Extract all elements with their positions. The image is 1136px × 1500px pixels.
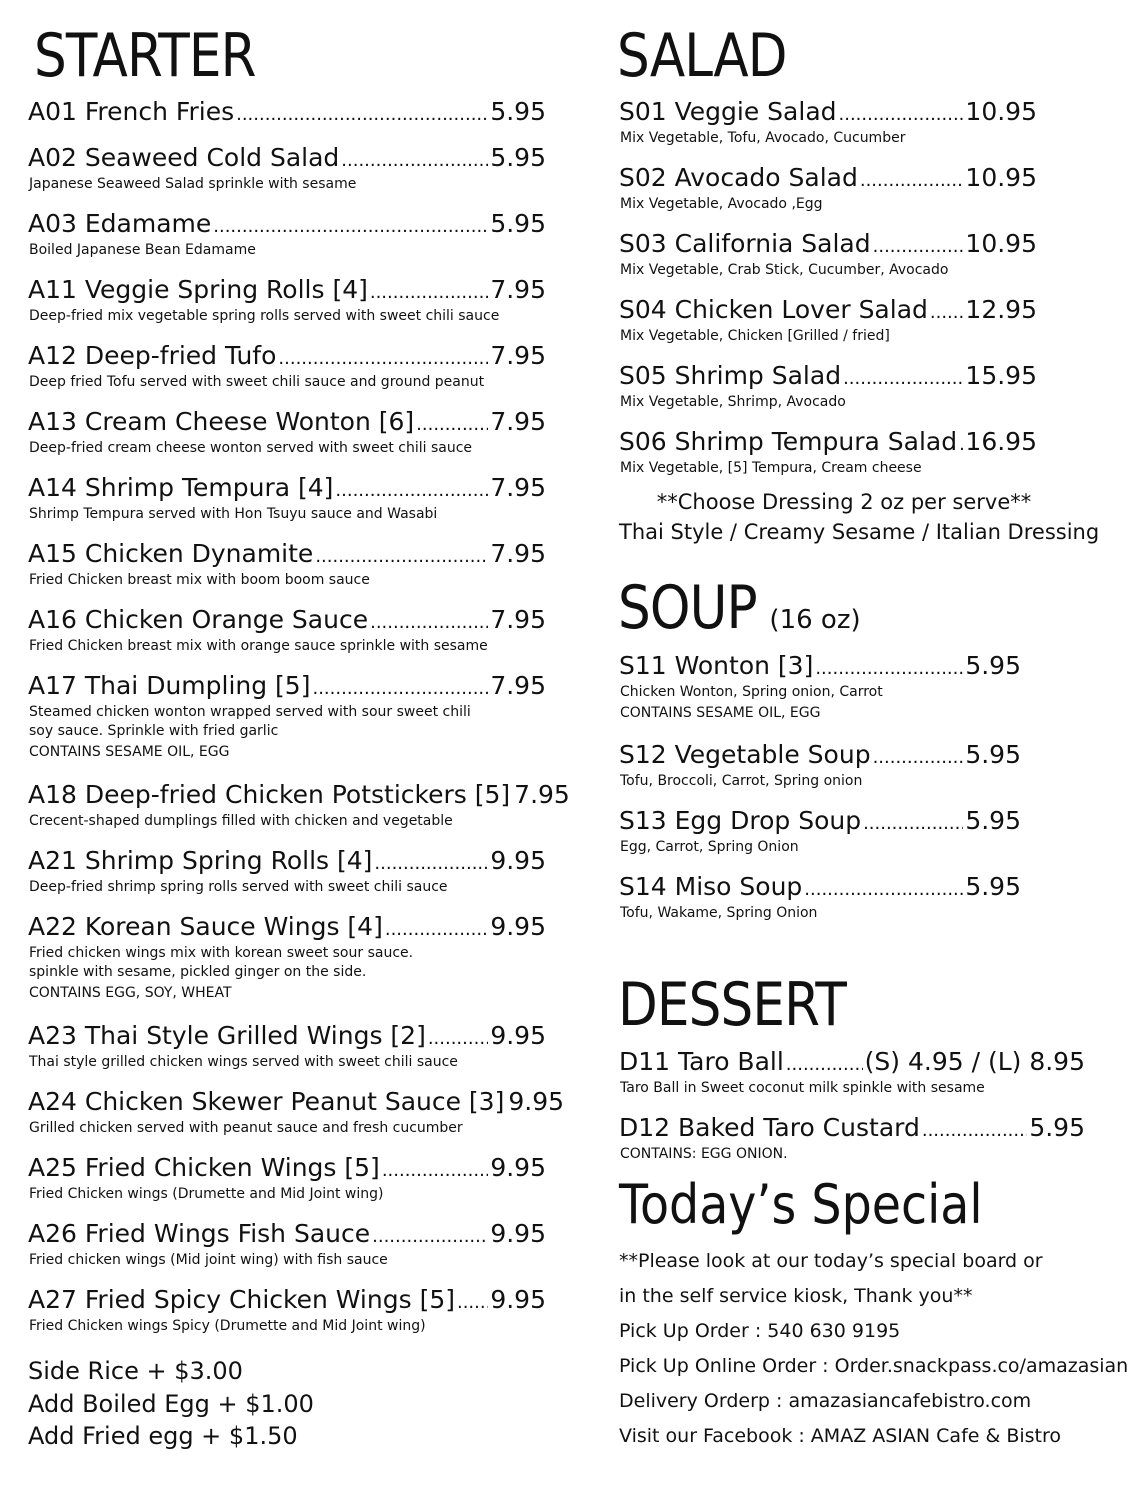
menu-item-description: Mix Vegetable, Shrimp, Avocado [620,394,846,410]
menu-item-line [28,606,546,637]
menu-item-name: D11 Taro Ball [619,1047,784,1076]
delivery-order: Delivery Orderp : amazasiancafebistro.com [619,1390,1032,1412]
menu-item-line [28,913,546,944]
menu-item-name: S04 Chicken Lover Salad [619,295,928,324]
menu-item [28,144,546,194]
soup-header [618,573,861,643]
menu-item-description: Fried Chicken wings (Drumette and Mid Joint wing) [29,1186,384,1202]
menu-item-line [28,672,546,703]
menu-item-line [619,873,1021,904]
menu-item-name: S05 Shrimp Salad [619,361,842,390]
dessert-title: DESSERT [618,970,847,1040]
menu-item-description: Chicken Wonton, Spring onion, Carrot [620,684,883,700]
dot-leader [457,1289,488,1317]
menu-item-price: 7.95 [490,539,546,568]
menu-item-description: Mix Vegetable, Tofu, Avocado, Cucumber [620,130,906,146]
menu-item [28,1022,546,1072]
menu-item-name: S02 Avocado Salad [619,163,858,192]
dot-leader [370,609,488,637]
online-order: Pick Up Online Order : Order.snackpass.co/amazasian [619,1355,1129,1377]
menu-item-price: 16.95 [965,427,1037,456]
menu-item-name: S14 Miso Soup [619,872,803,901]
menu-item [28,1220,546,1270]
menu-item-description: Fried Chicken wings Spicy (Drumette and Mid Joint wing) [29,1318,426,1334]
dot-leader [815,655,963,683]
menu-item-description: Thai style grilled chicken wings served with sweet chili sauce [29,1054,458,1070]
menu-item-description: Mix Vegetable, Chicken [Grilled / fried] [620,328,890,344]
menu-item-name: S01 Veggie Salad [619,97,837,126]
menu-item [28,474,546,524]
dot-leader [786,1051,863,1079]
menu-item [28,210,546,260]
dot-leader [860,167,964,195]
dot-leader [213,213,488,241]
menu-item [619,741,1021,791]
menu-item-name: A25 Fried Chicken Wings [5] [28,1153,380,1182]
menu-item-price: 5.95 [490,143,546,172]
dot-leader [312,675,488,703]
dot-leader [278,345,488,373]
special-line-2: in the self service kiosk, Thank you** [619,1285,973,1307]
menu-item-line [619,428,1037,459]
menu-item-line [28,1022,546,1053]
menu-item-line [619,1114,1085,1145]
salad-title: SALAD [617,21,787,91]
menu-item-name: A03 Edamame [28,209,212,238]
menu-item-description: Crecent-shaped dumplings filled with chicken and vegetable [29,813,453,829]
menu-item-name: D12 Baked Taro Custard [619,1113,920,1142]
menu-item [28,847,546,897]
menu-item-price: 7.95 [490,275,546,304]
menu-item [619,296,1037,346]
menu-item-name: S06 Shrimp Tempura Salad [619,427,958,456]
menu-item-name: A22 Korean Sauce Wings [4] [28,912,383,941]
menu-item [28,540,546,590]
dot-leader [236,101,488,129]
menu-item-price: 15.95 [965,361,1037,390]
menu-item-line [28,1154,546,1185]
menu-item [619,362,1037,412]
menu-item-description: Japanese Seaweed Salad sprinkle with sesame [29,176,357,192]
menu-item-description: Fried Chicken breast mix with boom boom sauce [29,572,370,588]
menu-item-line [28,144,546,175]
menu-item-line [28,276,546,307]
dressing-options: Thai Style / Creamy Sesame / Italian Dressing [619,520,1100,544]
menu-item-line [28,1286,546,1317]
menu-item [28,342,546,392]
dot-leader [385,916,488,944]
menu-item-description-2: spinkle with sesame, pickled ginger on the side. [29,964,367,980]
menu-item-price: 9.95 [508,1087,565,1116]
menu-item-description: Boiled Japanese Bean Edamame [29,242,256,258]
menu-item-price: (S) 4.95 / (L) 8.95 [864,1047,1085,1076]
dot-leader [839,101,964,129]
menu-item-line [28,98,546,129]
menu-item-line [28,540,546,571]
menu-item-price: 9.95 [490,1219,546,1248]
special-line-1: **Please look at our today’s special board or [619,1250,1043,1272]
menu-item-price: 10.95 [965,229,1037,258]
soup-unit: (16 oz) [769,605,861,635]
dot-leader [922,1117,1027,1145]
menu-item [28,98,546,129]
menu-item-description: Shrimp Tempura served with Hon Tsuyu sauce and Wasabi [29,506,438,522]
menu-item-description: Fried chicken wings (Mid joint wing) with fish sauce [29,1252,388,1268]
menu-item [28,606,546,656]
menu-item [28,672,546,763]
menu-item-line [28,474,546,505]
menu-item-name: A27 Fried Spicy Chicken Wings [5] [28,1285,455,1314]
menu-item-price: 5.95 [965,740,1021,769]
menu-item-allergens: CONTAINS SESAME OIL, EGG [620,705,821,721]
menu-item-description: Mix Vegetable, [5] Tempura, Cream cheese [620,460,922,476]
menu-item [28,408,546,458]
dot-leader [873,233,964,261]
menu-item-line [619,362,1037,393]
menu-item [619,164,1037,214]
menu-item-price: 12.95 [965,295,1037,324]
menu-item-line [619,98,1037,129]
menu-item-name: A01 French Fries [28,97,235,126]
menu-item-line [28,408,546,439]
dressing-note: **Choose Dressing 2 oz per serve** [656,490,1032,514]
menu-item-line [619,296,1037,327]
dot-leader [804,876,963,904]
menu-item-line [619,164,1037,195]
special-info [619,1244,1128,1454]
menu-item-price: 7.95 [490,473,546,502]
menu-item-name: A13 Cream Cheese Wonton [6] [28,407,415,436]
menu-item-description: Fried Chicken breast mix with orange sauce sprinkle with sesame [29,638,488,654]
menu-item-name: A12 Deep-fried Tufo [28,341,277,370]
menu-item [28,1087,565,1138]
dot-leader [959,431,963,459]
menu-item [28,913,546,1004]
menu-item-description: Tofu, Wakame, Spring Onion [620,905,818,921]
menu-item-name: A17 Thai Dumpling [5] [28,671,311,700]
menu-item [619,873,1021,923]
special-title: Today’s Special [619,1173,983,1236]
dot-leader [315,543,488,571]
dot-leader [374,850,488,878]
menu-item-description: Steamed chicken wonton wrapped served with sour sweet chili [29,704,471,720]
menu-item [28,1154,546,1204]
menu-item-price: 9.95 [490,1285,546,1314]
addon-boiled-egg: Add Boiled Egg + $1.00 [28,1389,314,1418]
addon-side-rice: Side Rice + $3.00 [28,1357,243,1385]
menu-item-price: 5.95 [965,651,1021,680]
dot-leader [930,299,964,327]
dot-leader [843,365,963,393]
menu-item-line [28,210,546,241]
dot-leader [335,477,488,505]
dot-leader [370,279,488,307]
menu-item-description: Tofu, Broccoli, Carrot, Spring onion [620,773,863,789]
menu-item-price: 7.95 [490,605,546,634]
menu-item-name: S13 Egg Drop Soup [619,806,862,835]
menu-item-name: A21 Shrimp Spring Rolls [4] [28,846,373,875]
menu-item-price: 5.95 [490,97,546,126]
menu-item-description-2: soy sauce. Sprinkle with fried garlic [29,723,279,739]
menu-item-price: 5.95 [965,806,1021,835]
menu-item [619,652,1021,724]
menu-item [28,276,546,326]
pickup-phone: Pick Up Order : 540 630 9195 [619,1320,901,1342]
dot-leader [428,1025,489,1053]
menu-item [28,1286,546,1336]
menu-item-description: Deep-fried cream cheese wonton served with sweet chili sauce [29,440,473,456]
menu-item-price: 10.95 [965,97,1037,126]
menu-item-description: Deep-fried mix vegetable spring rolls served with sweet chili sauce [29,308,500,324]
menu-item-description: Fried chicken wings mix with korean sweet sour sauce. [29,945,414,961]
menu-item-line [28,1220,546,1251]
menu-item-price: 5.95 [965,872,1021,901]
menu-item-line [619,807,1021,838]
starter-title: STARTER [34,21,256,91]
menu-item-name: A18 Deep-fried Chicken Potstickers [5] [28,780,511,809]
menu-item-line [619,1048,1085,1079]
menu-item-name: A24 Chicken Skewer Peanut Sauce [3] [28,1087,505,1116]
menu-item [619,428,1037,478]
menu-item-description: Mix Vegetable, Crab Stick, Cucumber, Avocado [620,262,949,278]
dot-leader [382,1157,489,1185]
menu-item-line [28,847,546,878]
menu-item-description: Deep-fried shrimp spring rolls served with sweet chili sauce [29,879,448,895]
menu-item [619,98,1037,148]
menu-item-name: A15 Chicken Dynamite [28,539,314,568]
soup-title: SOUP [618,573,757,643]
menu-item-description: CONTAINS: EGG ONION. [620,1146,788,1162]
menu-item-description: Mix Vegetable, Avocado ,Egg [620,196,823,212]
menu-item-price: 7.95 [490,341,546,370]
dot-leader [416,411,488,439]
menu-item-name: S11 Wonton [3] [619,651,814,680]
menu-item-line [28,1087,565,1119]
menu-item-price: 5.95 [490,209,546,238]
menu-item-price: 9.95 [490,846,546,875]
menu-item-price: 7.95 [514,780,570,809]
menu-item [28,780,570,831]
menu-item-name: A11 Veggie Spring Rolls [4] [28,275,368,304]
menu-item-allergens: CONTAINS EGG, SOY, WHEAT [29,985,232,1001]
addons [28,1355,314,1453]
menu-item-description: Grilled chicken served with peanut sauce and fresh cucumber [29,1120,463,1136]
menu-item-description: Taro Ball in Sweet coconut milk spinkle with sesame [620,1080,985,1096]
dot-leader [341,147,488,175]
menu-item [619,1114,1085,1164]
menu-item-line [619,741,1021,772]
dressing-block [619,487,1099,547]
dot-leader [873,744,964,772]
dot-leader [863,810,963,838]
menu-item-description: Egg, Carrot, Spring Onion [620,839,799,855]
addon-fried-egg: Add Fried egg + $1.50 [28,1422,298,1450]
menu-item [619,807,1021,857]
menu-item-name: S03 California Salad [619,229,871,258]
dot-leader [372,1223,488,1251]
menu-item-price: 9.95 [490,1153,546,1182]
menu-item-line [619,230,1037,261]
menu-item-name: S12 Vegetable Soup [619,740,871,769]
menu-item-name: A16 Chicken Orange Sauce [28,605,369,634]
menu-item-description: Deep fried Tofu served with sweet chili sauce and ground peanut [29,374,485,390]
menu-item-name: A02 Seaweed Cold Salad [28,143,340,172]
menu-item-price: 9.95 [490,1021,546,1050]
menu-item-price: 7.95 [490,407,546,436]
menu-item [619,230,1037,280]
menu-item-line [619,652,1021,683]
menu-item-line [28,780,570,812]
menu-item-price: 7.95 [490,671,546,700]
menu-item-name: A26 Fried Wings Fish Sauce [28,1219,371,1248]
menu-item-allergens: CONTAINS SESAME OIL, EGG [29,744,230,760]
menu-item-line [28,342,546,373]
menu-item [619,1048,1085,1098]
menu-item-price: 5.95 [1029,1113,1085,1142]
facebook-info: Visit our Facebook : AMAZ ASIAN Cafe & Bistro [619,1425,1062,1447]
menu-item-price: 10.95 [965,163,1037,192]
menu-item-name: A14 Shrimp Tempura [4] [28,473,334,502]
menu-item-name: A23 Thai Style Grilled Wings [2] [28,1021,426,1050]
menu-item-price: 9.95 [490,912,546,941]
